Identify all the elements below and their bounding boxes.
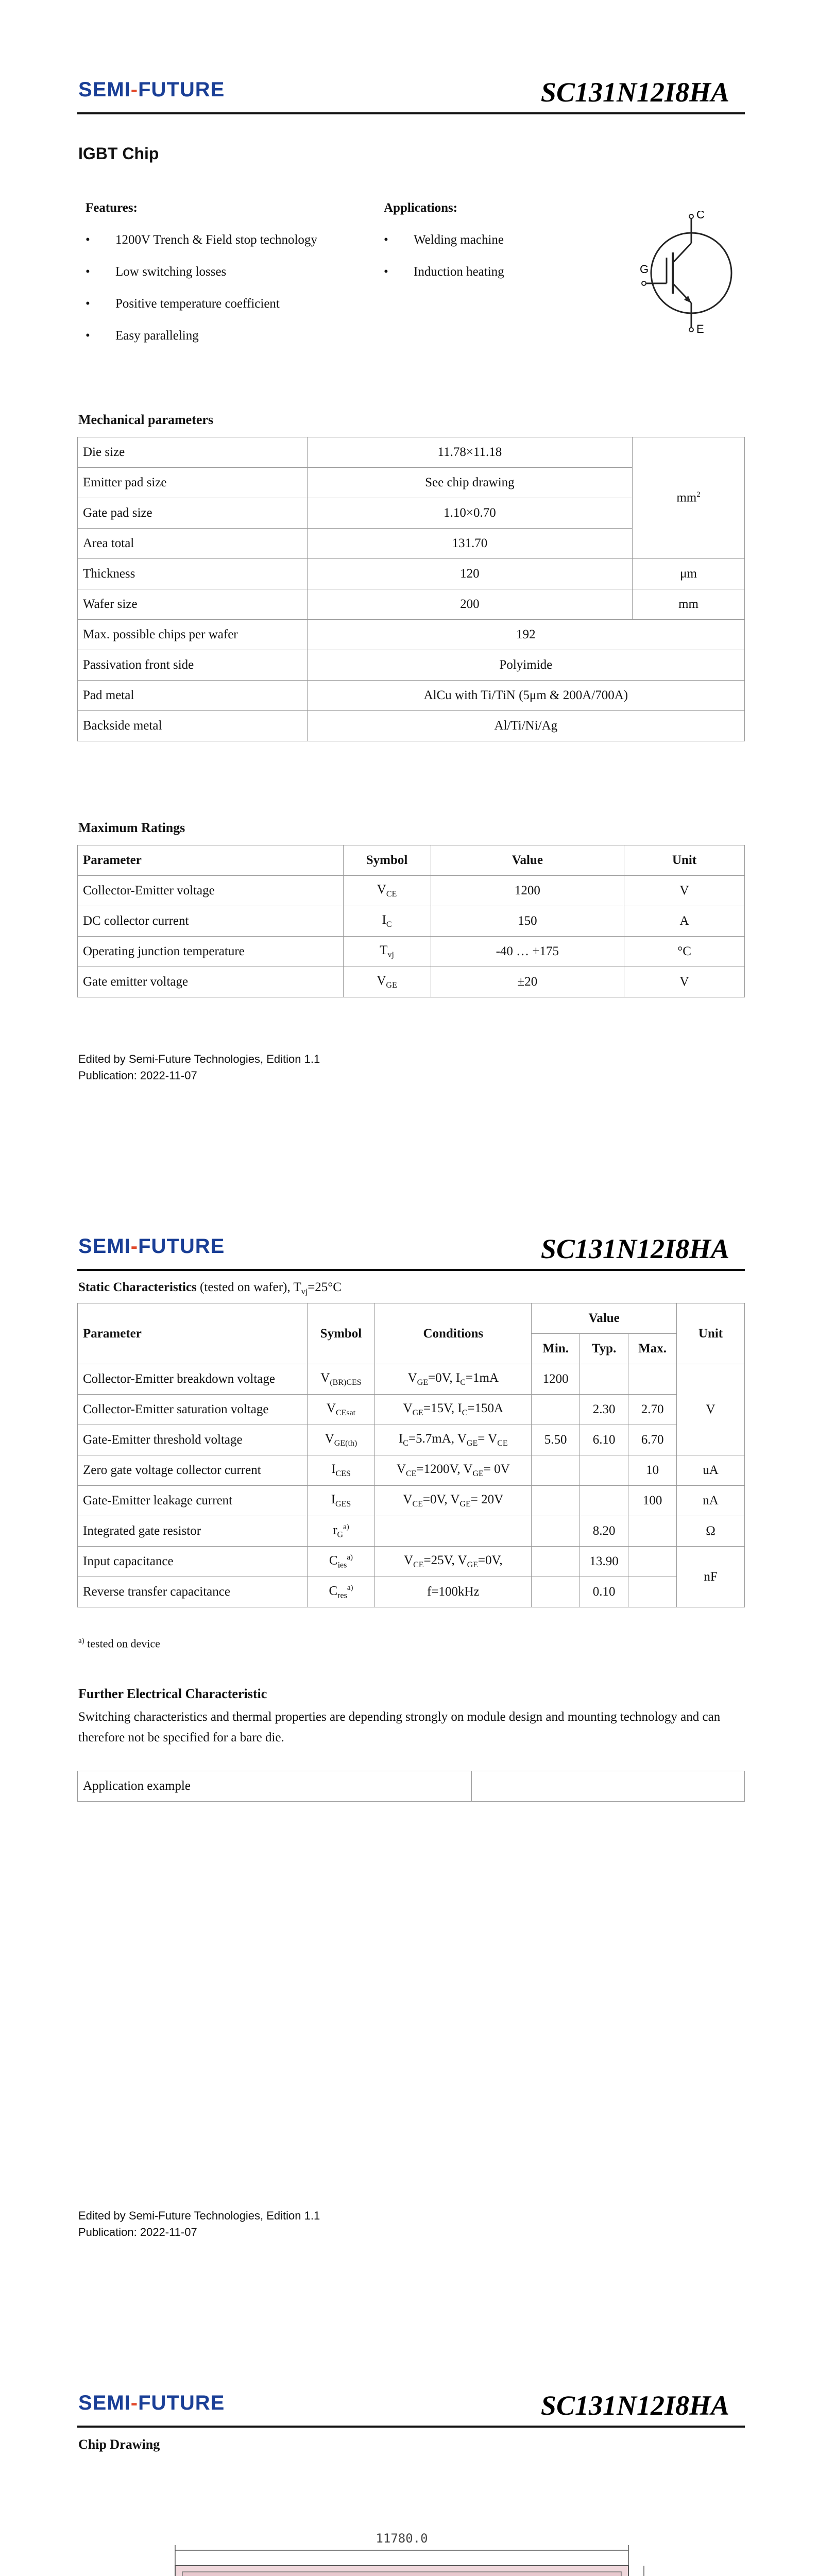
table-row: Emitter pad size See chip drawing bbox=[78, 468, 745, 498]
max-ratings-table bbox=[77, 845, 745, 997]
symbol-label-c: C bbox=[696, 211, 705, 221]
symbol-label-e: E bbox=[696, 323, 704, 335]
brand-logo: SEMI-FUTURE bbox=[78, 78, 225, 101]
table-header-row: Parameter Symbol Value Unit bbox=[78, 845, 745, 876]
igbt-symbol-icon bbox=[639, 211, 742, 335]
application-table bbox=[77, 1771, 745, 1802]
table-row: Area total 131.70 bbox=[78, 529, 745, 559]
features-heading: Features: bbox=[86, 201, 138, 215]
static-heading: Static Characteristics (tested on wafer), $T_{vj}=25^\circ C$ bbox=[78, 1280, 342, 1296]
table-row: Operating junction temperature $T_{vj}$ -40 … +175 °C bbox=[78, 937, 745, 967]
table-row: Die size 11.78×11.18 $mm^2$ bbox=[78, 437, 745, 468]
table-header-row: Parameter Symbol Conditions Value Unit bbox=[78, 1303, 745, 1334]
table-row: Max. possible chips per wafer 192 bbox=[78, 620, 745, 650]
table-row: Gate-Emitter threshold voltage $V_{GE(th)}$ $I_C=5.7mA$, $V_{GE}= V_{CE}$ 5.50 6.10 6.70 bbox=[78, 1425, 745, 1455]
mechanical-table bbox=[77, 437, 745, 741]
table-row: Application example bbox=[78, 1771, 745, 1802]
part-number: SC131N12I8HA bbox=[540, 2390, 729, 2421]
table-row: Collector-Emitter breakdown voltage $V_{(BR)CES}$ $V_{GE}=0V$, $I_C=1mA$ 1200 V bbox=[78, 1364, 745, 1395]
table-row: DC collector current $I_C$ 150 A bbox=[78, 906, 745, 937]
table-row: Collector-Emitter saturation voltage $V_{CEsat}$ $V_{GE}=15V$, $I_C=150A$ 2.30 2.70 bbox=[78, 1395, 745, 1425]
table-row: Pad metal AlCu with Ti/TiN (5μm & 200A/700A) bbox=[78, 681, 745, 711]
footnote: $^{a)}$ tested on device bbox=[78, 1637, 160, 1650]
table-row: Passivation front side Polyimide bbox=[78, 650, 745, 681]
footer: Edited by Semi-Future Technologies, Edition 1.1 Publication: 2022-11-07 bbox=[78, 1053, 320, 1082]
unit-mm2: $mm^2$ bbox=[633, 437, 745, 559]
table-header-row: Min. Typ. Max. bbox=[78, 1334, 745, 1364]
table-row: Gate emitter voltage $V_{GE}$ ±20 V bbox=[78, 967, 745, 997]
page-3 bbox=[0, 2313, 818, 2576]
table-row: Thickness 120 μm bbox=[78, 559, 745, 589]
table-row: Zero gate voltage collector current $I_{CES}$ $V_{CE}=1200V$, $V_{GE}= 0V$ 10 uA bbox=[78, 1455, 745, 1486]
part-number: SC131N12I8HA bbox=[540, 77, 729, 108]
table-row: Collector-Emitter voltage $V_{CE}$ 1200 V bbox=[78, 876, 745, 906]
page-1: SEMI-FUTURE SC131N12I8HA IGBT Chip Features: • 1200V Trench & Field stop technology • Low switching losses • Positive temperature coefficient • Easy paralleling Applications: • Welding machine • Induction heating C G E Mechanical parameters Die size 11.78×11.18 $mm^2$ Emitter pad size See chip drawing Gate pad size 1.10×0.70 Area total 131.70 Thickness 120 μm Wafer size 200 mm Max. possible chips per wafer 192 Passivation front side Polyimide Pad metal AlCu with Ti/TiN (5μm & 200A/700A) Backside metal Al/Ti/Ni/Ag Maximum Ratings Parameter Symbol Value Unit Collector-Emitter voltage $V_{CE}$ 1200 V DC collector current $I_C$ 150 A Operating junction temperature $T_{vj}$ -40 … +175 °C Gate emitter voltage $V_{GE}$ ±20 V Edited by Semi-Future Technologies, Edition 1.1 Publication: 2022-11-07 bbox=[0, 0, 818, 1157]
page-2 bbox=[0, 1157, 818, 2313]
chip-drawing bbox=[149, 2514, 664, 2576]
brand-logo: SEMI-FUTURE bbox=[78, 1235, 225, 1258]
header-rule bbox=[77, 112, 745, 114]
header-rule bbox=[77, 1269, 745, 1271]
max-ratings-heading: Maximum Ratings bbox=[78, 820, 185, 835]
symbol-label-g: G bbox=[640, 263, 649, 276]
table-row: Gate-Emitter leakage current $I_{GES}$ $V_{CE}=0V$, $V_{GE}= 20V$ 100 nA bbox=[78, 1486, 745, 1516]
dim-width: 11780.0 bbox=[376, 2531, 428, 2546]
further-heading: Further Electrical Characteristic bbox=[78, 1686, 267, 1701]
static-characteristics-table bbox=[77, 1303, 745, 1607]
table-row: Integrated gate resistor $r_G^{a)}$ 8.20 Ω bbox=[78, 1516, 745, 1547]
brand-logo: SEMI-FUTURE bbox=[78, 2392, 225, 2414]
chip-drawing-heading: Chip Drawing bbox=[78, 2437, 160, 2452]
table-row: Backside metal Al/Ti/Ni/Ag bbox=[78, 711, 745, 741]
footer: Edited by Semi-Future Technologies, Edition 1.1 Publication: 2022-11-07 bbox=[78, 2209, 320, 2239]
table-row: Input capacitance $C_{ies}^{a)}$ $V_{CE}=25V$, $V_{GE}=0V$, 13.90 nF bbox=[78, 1547, 745, 1577]
part-number: SC131N12I8HA bbox=[540, 1233, 729, 1264]
further-text: Switching characteristics and thermal properties are depending strongly on module design and mounting technology and can therefore not be specified for a bare die. bbox=[78, 1710, 721, 1744]
page-title: IGBT Chip bbox=[78, 144, 159, 163]
mechanical-heading: Mechanical parameters bbox=[78, 412, 214, 427]
table-row: Gate pad size 1.10×0.70 bbox=[78, 498, 745, 529]
table-row: Reverse transfer capacitance $C_{res}^{a)}$ f=100kHz 0.10 bbox=[78, 1577, 745, 1607]
table-row: Wafer size 200 mm bbox=[78, 589, 745, 620]
header-rule bbox=[77, 2426, 745, 2428]
applications-heading: Applications: bbox=[384, 201, 458, 215]
